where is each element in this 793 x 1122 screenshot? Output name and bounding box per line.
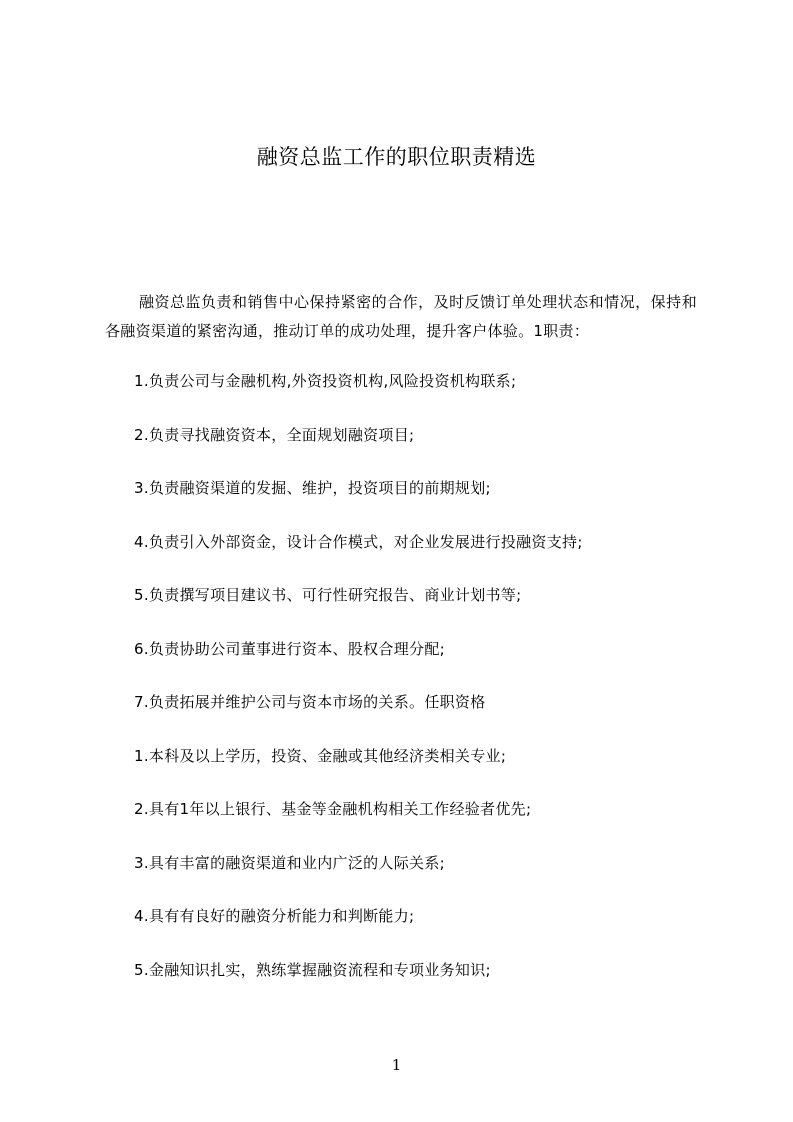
list-item: 3.具有丰富的融资渠道和业内广泛的人际关系; bbox=[134, 853, 445, 872]
list-item: 5.金融知识扎实，熟练掌握融资流程和专项业务知识; bbox=[134, 960, 491, 979]
list-item: 5.负责撰写项目建议书、可行性研究报告、商业计划书等; bbox=[134, 586, 522, 604]
list-item: 1.本科及以上学历，投资、金融或其他经济类相关专业; bbox=[134, 746, 507, 765]
list-item: 1.负责公司与金融机构,外资投资机构,风险投资机构联系; bbox=[134, 372, 517, 390]
intro-paragraph: 融资总监负责和销售中心保持紧密的合作，及时反馈订单处理状态和情况，保持和各融资渠道的紧密沟通，推动订单的成功处理，提升客户体验。1职责： bbox=[105, 293, 697, 340]
list-item: 3.负责融资渠道的发掘、维护，投资项目的前期规划; bbox=[134, 479, 491, 497]
list-item: 2.负责寻找融资资本，全面规划融资项目; bbox=[134, 425, 415, 444]
list-item: 4.负责引入外部资金，设计合作模式，对企业发展进行投融资支持; bbox=[134, 532, 583, 551]
list-item: 7.负责拓展并维护公司与资本市场的关系。任职资格 bbox=[134, 693, 486, 711]
list-item: 6.负责协助公司董事进行资本、股权合理分配; bbox=[134, 639, 445, 658]
page-number: 1 bbox=[391, 1056, 402, 1074]
list-item: 4.具有有良好的融资分析能力和判断能力; bbox=[134, 907, 415, 925]
document-title: 融资总监工作的职位职责精选 bbox=[256, 145, 537, 169]
responsibility-list bbox=[134, 368, 694, 1010]
list-item: 2.具有1年以上银行、基金等金融机构相关工作经验者优先; bbox=[134, 800, 532, 818]
